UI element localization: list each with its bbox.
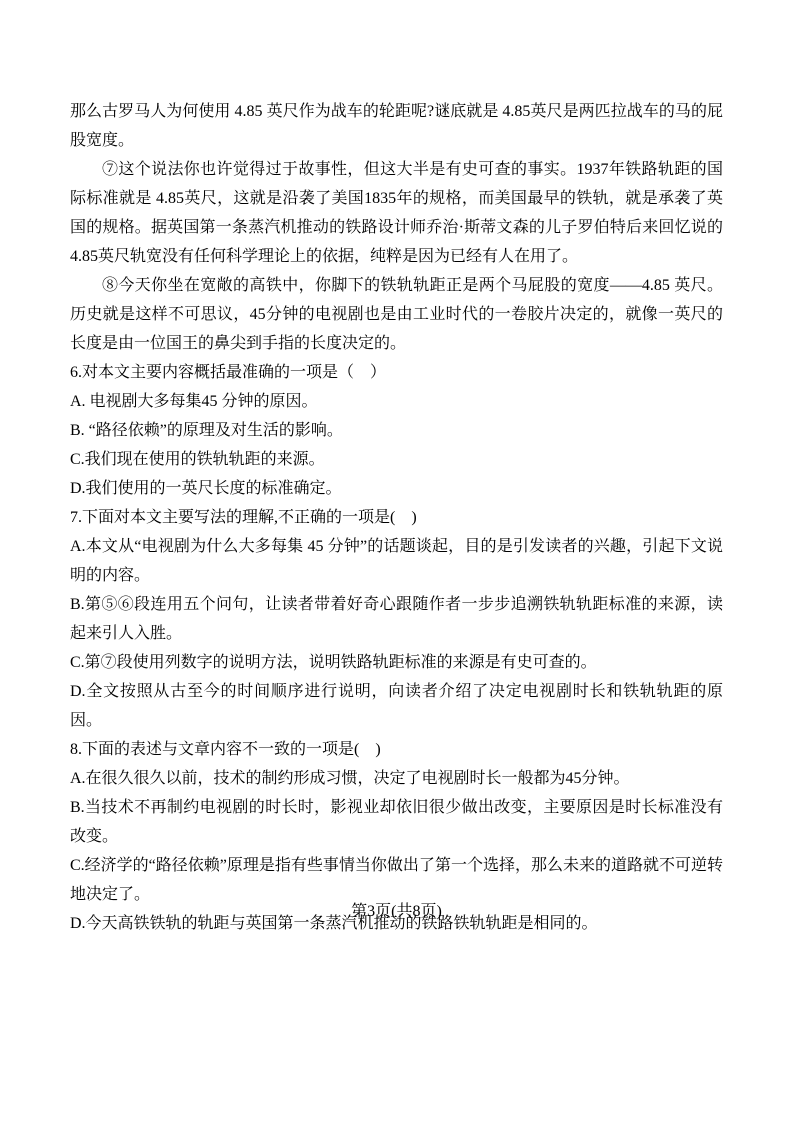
question-8-option-a: A.在很久很久以前，技术的制约形成习惯，决定了电视剧时长一般都为45分钟。: [70, 770, 630, 787]
question-7-option-a: A.本文从“电视剧为什么大多每集 45 分钟”的话题谈起，目的是引发读者的兴趣，引起下文说明的内容。: [70, 538, 723, 584]
question-6: [70, 358, 723, 503]
question-6-option-b: B. “路径依赖”的原理及对生活的影响。: [70, 422, 343, 439]
question-8-option-d: D.今天高铁铁轨的轨距与英国第一条蒸汽机推动的铁路铁轨轨距是相同的。: [70, 915, 598, 932]
question-6-option-c: C.我们现在使用的铁轨轨距的来源。: [70, 451, 325, 468]
question-8-stem: 8.下面的表述与文章内容不一致的一项是( ): [70, 741, 381, 758]
question-8-option-c: C.经济学的“路径依赖”原理是指有些事情当你做出了第一个选择，那么未来的道路就不可逆转地决定了。: [70, 857, 723, 903]
question-7: [70, 503, 723, 735]
passage-paragraph-8: ⑧今天你坐在宽敞的高铁中，你脚下的铁轨轨距正是两个马屁股的宽度——4.85 英尺。历史就是这样不可思议，45分钟的电视剧也是由工业时代的一卷胶片决定的，就像一英尺的长度是由一位国王的鼻尖到手指的长度决定的。: [70, 277, 723, 352]
page-footer: 第3页(共8页): [351, 903, 442, 920]
question-7-stem: 7.下面对本文主要写法的理解,不正确的一项是( ): [70, 509, 417, 526]
question-7-option-b: B.第⑤⑥段连用五个问句，让读者带着好奇心跟随作者一步步追溯铁轨轨距标准的来源，读起来引人入胜。: [70, 596, 723, 642]
question-7-option-d: D.全文按照从古至今的时间顺序进行说明，向读者介绍了决定电视剧时长和铁轨轨距的原因。: [70, 683, 723, 729]
question-7-option-c: C.第⑦段使用列数字的说明方法，说明铁路轨距标准的来源是有史可查的。: [70, 654, 597, 671]
question-6-option-a: A. 电视剧大多每集45 分钟的原因。: [70, 393, 318, 410]
question-6-option-d: D.我们使用的一英尺长度的标准确定。: [70, 480, 342, 497]
question-6-stem: 6.对本文主要内容概括最准确的一项是（ ）: [70, 364, 387, 381]
question-8-option-b: B.当技术不再制约电视剧的时长时，影视业却依旧很少做出改变，主要原因是时长标准没有改变。: [70, 799, 723, 845]
passage-paragraph-continuation: 那么古罗马人为何使用 4.85 英尺作为战车的轮距呢?谜底就是 4.85英尺是两匹拉战车的马的屁股宽度。: [70, 103, 723, 149]
passage-paragraph-7: ⑦这个说法你也许觉得过于故事性，但这大半是有史可查的事实。1937年铁路轨距的国际标准就是 4.85英尺，这就是沿袭了美国1835年的规格，而美国最早的铁轨，就是承袭了英国的规格。据英国第一条蒸汽机推动的铁路设计师乔治·斯蒂文森的儿子罗伯特后来回忆说的 4.85英尺轨宽没有任何科学理论上的依据，纯粹是因为已经有人在用了。: [70, 161, 723, 265]
